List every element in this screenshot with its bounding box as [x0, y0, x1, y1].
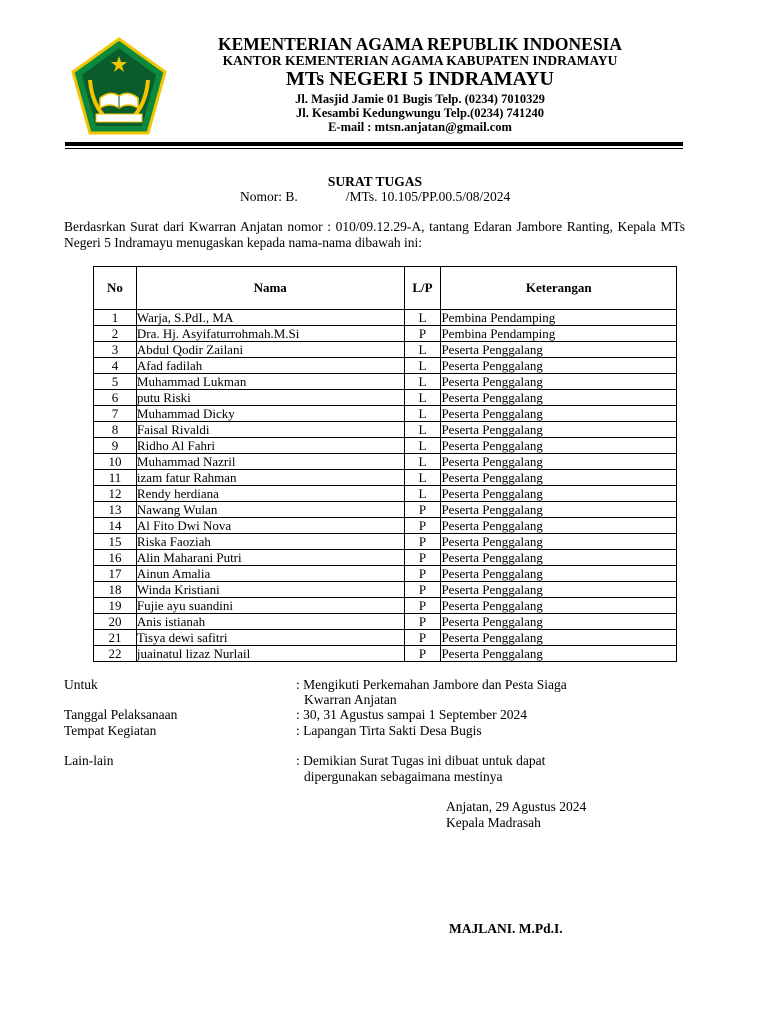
cell-keterangan: Peserta Penggalang: [441, 454, 677, 470]
cell-lp: P: [404, 550, 441, 566]
table-row: [94, 374, 677, 390]
school-name: MTs NEGERI 5 INDRAMAYU: [286, 68, 554, 90]
cell-keterangan: Pembina Pendamping: [441, 310, 677, 326]
table-row: [94, 630, 677, 646]
cell-nama: Muhammad Lukman: [136, 374, 404, 390]
cell-lp: L: [404, 390, 441, 406]
cell-keterangan: Peserta Penggalang: [441, 614, 677, 630]
lain-value-cont: dipergunakan sebagaimana mestinya: [304, 769, 503, 784]
assignment-table: [93, 266, 677, 662]
cell-keterangan: Peserta Penggalang: [441, 502, 677, 518]
table-row: [94, 550, 677, 566]
email-line: E-mail : mtsn.anjatan@gmail.com: [328, 120, 512, 134]
cell-nama: Alin Maharani Putri: [136, 550, 404, 566]
cell-keterangan: Peserta Penggalang: [441, 374, 677, 390]
cell-lp: L: [404, 454, 441, 470]
cell-nama: Nawang Wulan: [136, 502, 404, 518]
cell-no: 17: [94, 566, 137, 582]
cell-no: 3: [94, 342, 137, 358]
cell-nama: Ainun Amalia: [136, 566, 404, 582]
cell-nama: Riska Faoziah: [136, 534, 404, 550]
cell-no: 4: [94, 358, 137, 374]
table-row: [94, 486, 677, 502]
cell-keterangan: Peserta Penggalang: [441, 358, 677, 374]
cell-lp: P: [404, 502, 441, 518]
cell-no: 8: [94, 422, 137, 438]
cell-no: 21: [94, 630, 137, 646]
office-name: KANTOR KEMENTERIAN AGAMA KABUPATEN INDRAMAYU: [222, 53, 618, 68]
cell-no: 6: [94, 390, 137, 406]
cell-nama: putu Riski: [136, 390, 404, 406]
intro-paragraph: Berdasrkan Surat dari Kwarran Anjatan nomor : 010/09.12.29-A, tantang Edaran Jambore Ranting, Kepala MTs Negeri 5 Indramayu menugaskan kepada nama-nama dibawah ini:: [64, 219, 685, 250]
cell-keterangan: Pembina Pendamping: [441, 326, 677, 342]
table-row: [94, 358, 677, 374]
cell-no: 1: [94, 310, 137, 326]
cell-lp: L: [404, 342, 441, 358]
cell-nama: izam fatur Rahman: [136, 470, 404, 486]
cell-no: 22: [94, 646, 137, 662]
cell-keterangan: Peserta Penggalang: [441, 406, 677, 422]
header-keterangan: Keterangan: [441, 267, 677, 310]
cell-keterangan: Peserta Penggalang: [441, 550, 677, 566]
cell-lp: P: [404, 518, 441, 534]
cell-nama: Muhammad Nazril: [136, 454, 404, 470]
cell-no: 15: [94, 534, 137, 550]
cell-nama: Dra. Hj. Asyifaturrohmah.M.Si: [136, 326, 404, 342]
cell-lp: L: [404, 422, 441, 438]
table-row: [94, 406, 677, 422]
cell-no: 11: [94, 470, 137, 486]
header-lp: L/P: [404, 267, 441, 310]
cell-keterangan: Peserta Penggalang: [441, 422, 677, 438]
cell-nama: Muhammad Dicky: [136, 406, 404, 422]
header-no: No: [94, 267, 137, 310]
table-row: [94, 310, 677, 326]
address-line-1: Jl. Masjid Jamie 01 Bugis Telp. (0234) 7010329: [295, 92, 545, 106]
table-row: [94, 342, 677, 358]
untuk-value-cont: Kwarran Anjatan: [304, 692, 397, 707]
cell-lp: L: [404, 406, 441, 422]
cell-no: 14: [94, 518, 137, 534]
table-row: [94, 454, 677, 470]
table-row: [94, 518, 677, 534]
letter-number-prefix: Nomor: B.: [240, 189, 298, 204]
cell-nama: Fujie ayu suandini: [136, 598, 404, 614]
table-row: [94, 646, 677, 662]
cell-no: 2: [94, 326, 137, 342]
table-row: [94, 598, 677, 614]
signature-name: MAJLANI. M.Pd.I.: [449, 921, 563, 936]
cell-keterangan: Peserta Penggalang: [441, 598, 677, 614]
tempat-label: Tempat Kegiatan: [64, 723, 157, 738]
table-row: [94, 326, 677, 342]
tanggal-value: : 30, 31 Agustus sampai 1 September 2024: [296, 707, 527, 722]
header-divider-thin: [65, 148, 683, 149]
cell-nama: Ridho Al Fahri: [136, 438, 404, 454]
ministry-logo: [68, 36, 170, 138]
lain-value: : Demikian Surat Tugas ini dibuat untuk dapat: [296, 753, 546, 768]
signature-place-date: Anjatan, 29 Agustus 2024: [446, 799, 587, 814]
cell-lp: P: [404, 630, 441, 646]
untuk-value: : Mengikuti Perkemahan Jambore dan Pesta Siaga: [296, 677, 567, 692]
table-row: [94, 390, 677, 406]
cell-lp: L: [404, 310, 441, 326]
cell-keterangan: Peserta Penggalang: [441, 582, 677, 598]
cell-lp: L: [404, 374, 441, 390]
letter-number-suffix: /MTs. 10.105/PP.00.5/08/2024: [345, 189, 511, 204]
cell-nama: Abdul Qodir Zailani: [136, 342, 404, 358]
cell-lp: P: [404, 566, 441, 582]
cell-nama: Rendy herdiana: [136, 486, 404, 502]
cell-lp: P: [404, 534, 441, 550]
cell-lp: P: [404, 582, 441, 598]
ministry-name: KEMENTERIAN AGAMA REPUBLIK INDONESIA: [217, 34, 622, 54]
table-row: [94, 582, 677, 598]
table-body: [94, 310, 677, 662]
table-row: [94, 502, 677, 518]
tempat-value: : Lapangan Tirta Sakti Desa Bugis: [296, 723, 482, 738]
cell-keterangan: Peserta Penggalang: [441, 566, 677, 582]
cell-nama: Warja, S.PdI., MA: [136, 310, 404, 326]
cell-lp: P: [404, 326, 441, 342]
cell-nama: Faisal Rivaldi: [136, 422, 404, 438]
cell-keterangan: Peserta Penggalang: [441, 534, 677, 550]
cell-keterangan: Peserta Penggalang: [441, 342, 677, 358]
table-row: [94, 614, 677, 630]
letter-number: [240, 189, 510, 205]
cell-lp: L: [404, 438, 441, 454]
cell-no: 20: [94, 614, 137, 630]
cell-nama: Winda Kristiani: [136, 582, 404, 598]
lain-label: Lain-lain: [64, 753, 114, 768]
cell-keterangan: Peserta Penggalang: [441, 518, 677, 534]
cell-nama: juainatul lizaz Nurlail: [136, 646, 404, 662]
untuk-label: Untuk: [64, 677, 98, 692]
cell-keterangan: Peserta Penggalang: [441, 646, 677, 662]
cell-keterangan: Peserta Penggalang: [441, 470, 677, 486]
header-divider-thick: [65, 142, 683, 146]
letter-title: SURAT TUGAS: [327, 174, 423, 189]
cell-keterangan: Peserta Penggalang: [441, 630, 677, 646]
table-header-row: [94, 267, 677, 310]
cell-no: 13: [94, 502, 137, 518]
tanggal-label: Tanggal Pelaksanaan: [64, 707, 178, 722]
cell-no: 12: [94, 486, 137, 502]
cell-lp: L: [404, 358, 441, 374]
cell-lp: L: [404, 486, 441, 502]
cell-keterangan: Peserta Penggalang: [441, 438, 677, 454]
cell-no: 7: [94, 406, 137, 422]
cell-no: 18: [94, 582, 137, 598]
cell-nama: Tisya dewi safitri: [136, 630, 404, 646]
cell-nama: Afad fadilah: [136, 358, 404, 374]
signature-position: Kepala Madrasah: [446, 815, 541, 830]
cell-lp: P: [404, 614, 441, 630]
header-nama: Nama: [136, 267, 404, 310]
cell-keterangan: Peserta Penggalang: [441, 486, 677, 502]
table-row: [94, 438, 677, 454]
cell-no: 9: [94, 438, 137, 454]
cell-nama: Al Fito Dwi Nova: [136, 518, 404, 534]
table-row: [94, 422, 677, 438]
cell-keterangan: Peserta Penggalang: [441, 390, 677, 406]
cell-nama: Anis istianah: [136, 614, 404, 630]
cell-no: 16: [94, 550, 137, 566]
address-line-2: Jl. Kesambi Kedungwungu Telp.(0234) 741240: [296, 106, 544, 120]
cell-no: 19: [94, 598, 137, 614]
table-row: [94, 566, 677, 582]
cell-lp: L: [404, 470, 441, 486]
table-row: [94, 534, 677, 550]
cell-no: 10: [94, 454, 137, 470]
cell-lp: P: [404, 598, 441, 614]
cell-no: 5: [94, 374, 137, 390]
table-row: [94, 470, 677, 486]
cell-lp: P: [404, 646, 441, 662]
